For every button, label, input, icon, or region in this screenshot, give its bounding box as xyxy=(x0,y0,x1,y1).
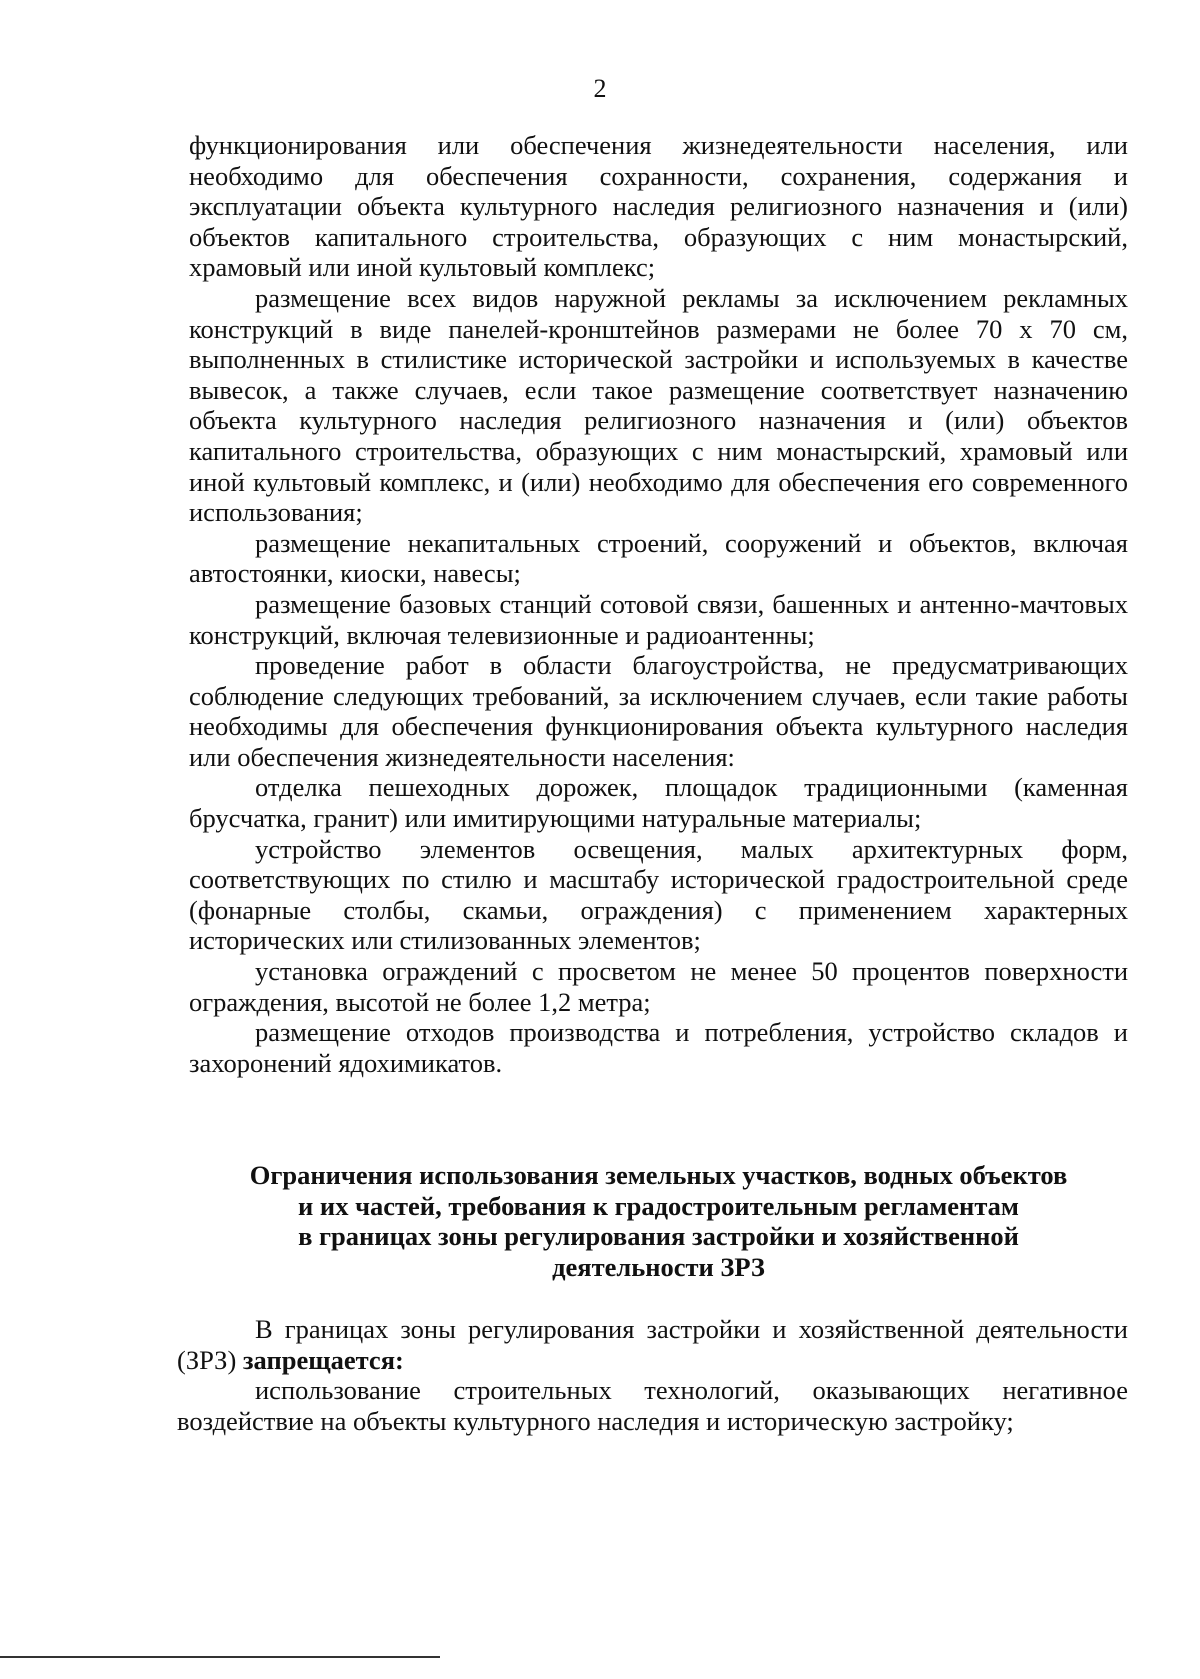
intro-text: В границах зоны регулирования застройки и хозяйственной деятельности (ЗРЗ) xyxy=(177,1314,1128,1375)
intro-paragraph xyxy=(177,1314,1128,1375)
paragraph: размещение некапитальных строений, сооружений и объектов, включая автостоянки, киоски, навесы; xyxy=(189,527,1128,589)
heading-line: деятельности ЗРЗ xyxy=(552,1251,765,1282)
zrz-section xyxy=(177,1314,1128,1436)
heading-line: Ограничения использования земельных участков, водных объектов xyxy=(249,1160,1068,1190)
section-heading xyxy=(189,1160,1128,1282)
restrictions-list xyxy=(189,130,1128,1078)
heading-line: в границах зоны регулирования застройки и хозяйственной xyxy=(298,1221,1019,1252)
paragraph: отделка пешеходных дорожек, площадок традиционными (каменная брусчатка, гранит) или имитирующими натуральные материалы; xyxy=(189,772,1128,834)
paragraph: размещение базовых станций сотовой связи, башенных и антенно-мачтовых конструкций, включая телевизионные и радиоантенны; xyxy=(189,588,1128,650)
paragraph: размещение отходов производства и потребления, устройство складов и захоронений ядохимикатов. xyxy=(189,1017,1128,1078)
paragraph: размещение всех видов наружной рекламы за исключением рекламных конструкций в виде панелей-кронштейнов размерами не более 70 х 70 см, выполненных в стилистике исторической застройки и используемых в качестве вывесок, а также случаев, если такое размещение соответствует назначению объекта культурного наследия религиозного назначения и (или) объектов капитального строительства, образующих с ним монастырский, храмовый или иной культовый комплекс, и (или) необходимо для обеспечения его современного использования; xyxy=(189,282,1128,528)
heading-line: и их частей, требования к градостроительным регламентам xyxy=(298,1190,1019,1221)
paragraph: использование строительных технологий, оказывающих негативное воздействие на объекты культурного наследия и историческую застройку; xyxy=(177,1375,1128,1436)
paragraph: устройство элементов освещения, малых архитектурных форм, соответствующих по стилю и масштабу исторической градостроительной среде (фонарные столбы, скамьи, ограждения) с применением характерных исторических или стилизованных элементов; xyxy=(189,833,1128,956)
prohibited-label: запрещается: xyxy=(242,1344,404,1375)
page-number: 2 xyxy=(593,74,607,103)
paragraph: установка ограждений с просветом не менее 50 процентов поверхности ограждения, высотой не более 1,2 метра; xyxy=(189,956,1128,1017)
paragraph: функционирования или обеспечения жизнедеятельности населения, или необходимо для обеспечения сохранности, сохранения, содержания и эксплуатации объекта культурного наследия религиозного назначения и (или) объектов капитального строительства, образующих с ним монастырский, храмовый или иной культовый комплекс; xyxy=(189,130,1128,283)
paragraph: проведение работ в области благоустройства, не предусматривающих соблюдение следующих требований, за исключением случаев, если такие работы необходимы для обеспечения функционирования объекта культурного наследия или обеспечения жизнедеятельности населения: xyxy=(189,650,1128,772)
footer-divider xyxy=(0,1656,440,1658)
